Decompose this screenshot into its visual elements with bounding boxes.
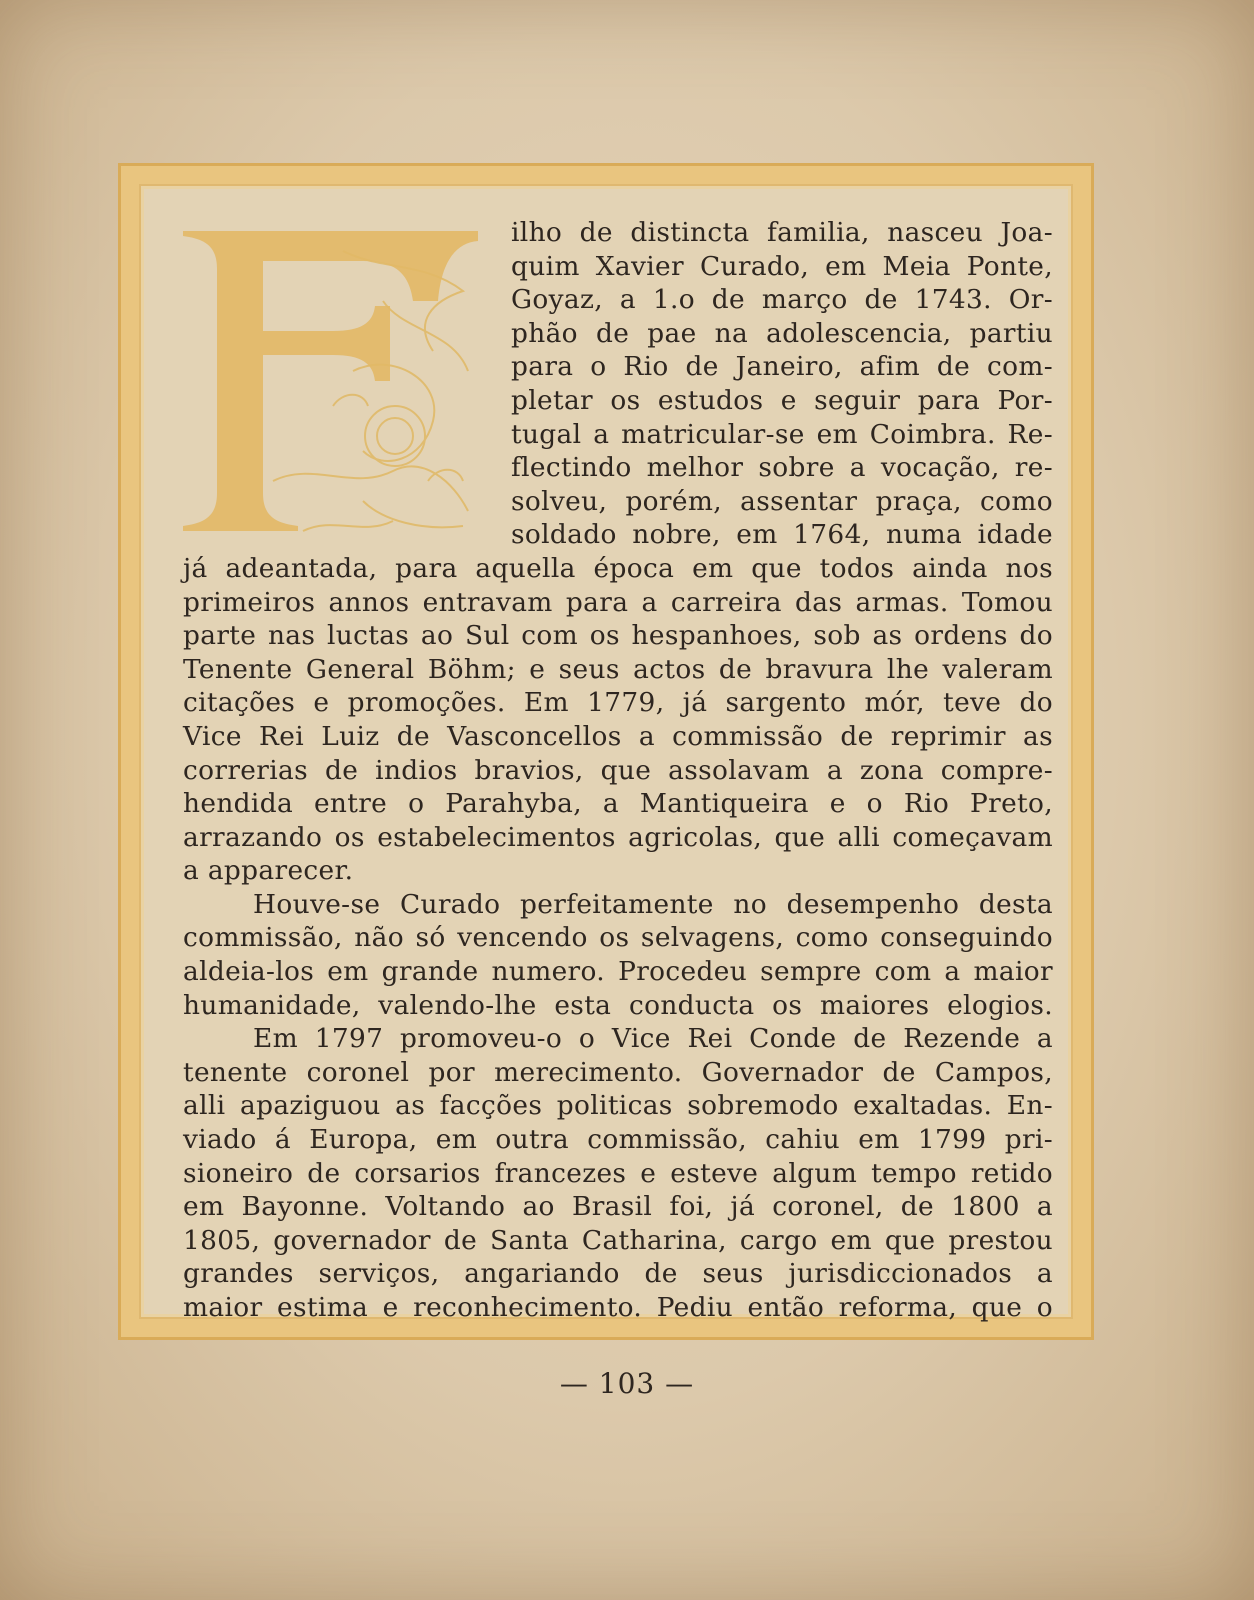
text-line: tenente coronel por merecimento. Governador de Campos, bbox=[183, 1056, 1053, 1088]
text-line: Houve-se Curado perfeitamente no desempenho desta bbox=[253, 888, 1053, 920]
text-panel bbox=[139, 184, 1073, 1323]
text-line: aldeia-los em grande numero. Procedeu sempre com a maior bbox=[183, 956, 1053, 988]
text-line: Em 1797 promoveu-o o Vice Rei Conde de Rezende a bbox=[253, 1023, 1053, 1055]
text-line: para o Rio de Janeiro, afim de com- bbox=[511, 351, 1053, 383]
text-line: maior estima e reconhecimento. Pediu então reforma, que o bbox=[183, 1292, 1053, 1323]
text-line: grandes serviços, angariando de seus jurisdiccionados a bbox=[183, 1258, 1053, 1290]
text-line: a apparecer. bbox=[183, 855, 354, 887]
text-line: arrazando os estabelecimentos agricolas, que alli começavam bbox=[183, 821, 1053, 853]
text-line: solveu, porém, assentar praça, como bbox=[511, 485, 1053, 517]
text-line: Tenente General Böhm; e seus actos de bravura lhe valeram bbox=[183, 653, 1053, 685]
text-line: phão de pae na adolescencia, partiu bbox=[511, 317, 1053, 349]
text-line: Vice Rei Luiz de Vasconcellos a commissão de reprimir as bbox=[183, 720, 1053, 752]
text-line: commissão, não só vencendo os selvagens, como conseguindo bbox=[183, 922, 1053, 954]
text-line: ilho de distincta familia, nasceu Joa- bbox=[511, 217, 1053, 248]
text-line: Goyaz, a 1.o de março de 1743. Or- bbox=[511, 284, 1053, 316]
text-line: 1805, governador de Santa Catharina, cargo em que prestou bbox=[183, 1224, 1053, 1256]
text-line: soldado nobre, em 1764, numa idade bbox=[511, 519, 1053, 551]
ornamental-frame bbox=[118, 163, 1094, 1340]
text-line: pletar os estudos e seguir para Por- bbox=[511, 384, 1053, 416]
text-line: já adeantada, para aquella época em que todos ainda nos bbox=[183, 552, 1053, 584]
text-line: humanidade, valendo-lhe esta conducta os maiores elogios. bbox=[183, 989, 1053, 1021]
text-line: sioneiro de corsarios francezes e esteve algum tempo retido bbox=[183, 1157, 1053, 1189]
text-line: primeiros annos entravam para a carreira das armas. Tomou bbox=[183, 586, 1053, 618]
text-line: alli apaziguou as facções politicas sobremodo exaltadas. En- bbox=[183, 1090, 1053, 1122]
text-line: citações e promoções. Em 1779, já sargento mór, teve do bbox=[183, 687, 1053, 719]
text-line: tugal a matricular-se em Coimbra. Re- bbox=[511, 418, 1053, 450]
text-line: quim Xavier Curado, em Meia Ponte, bbox=[511, 250, 1053, 282]
text-line: parte nas luctas ao Sul com os hespanhoes, sob as ordens do bbox=[183, 620, 1053, 652]
text-line: em Bayonne. Voltando ao Brasil foi, já coronel, de 1800 a bbox=[183, 1191, 1053, 1223]
text-line: viado á Europa, em outra commissão, cahiu em 1799 pri- bbox=[183, 1124, 1053, 1156]
page-number: — 103 — bbox=[559, 1367, 695, 1400]
body-text bbox=[183, 216, 1053, 1325]
text-line: hendida entre o Parahyba, a Mantiqueira e o Rio Preto, bbox=[183, 788, 1053, 820]
text-line: flectindo melhor sobre a vocação, re- bbox=[511, 452, 1053, 484]
text-line: correrias de indios bravios, que assolavam a zona compre- bbox=[183, 754, 1053, 786]
